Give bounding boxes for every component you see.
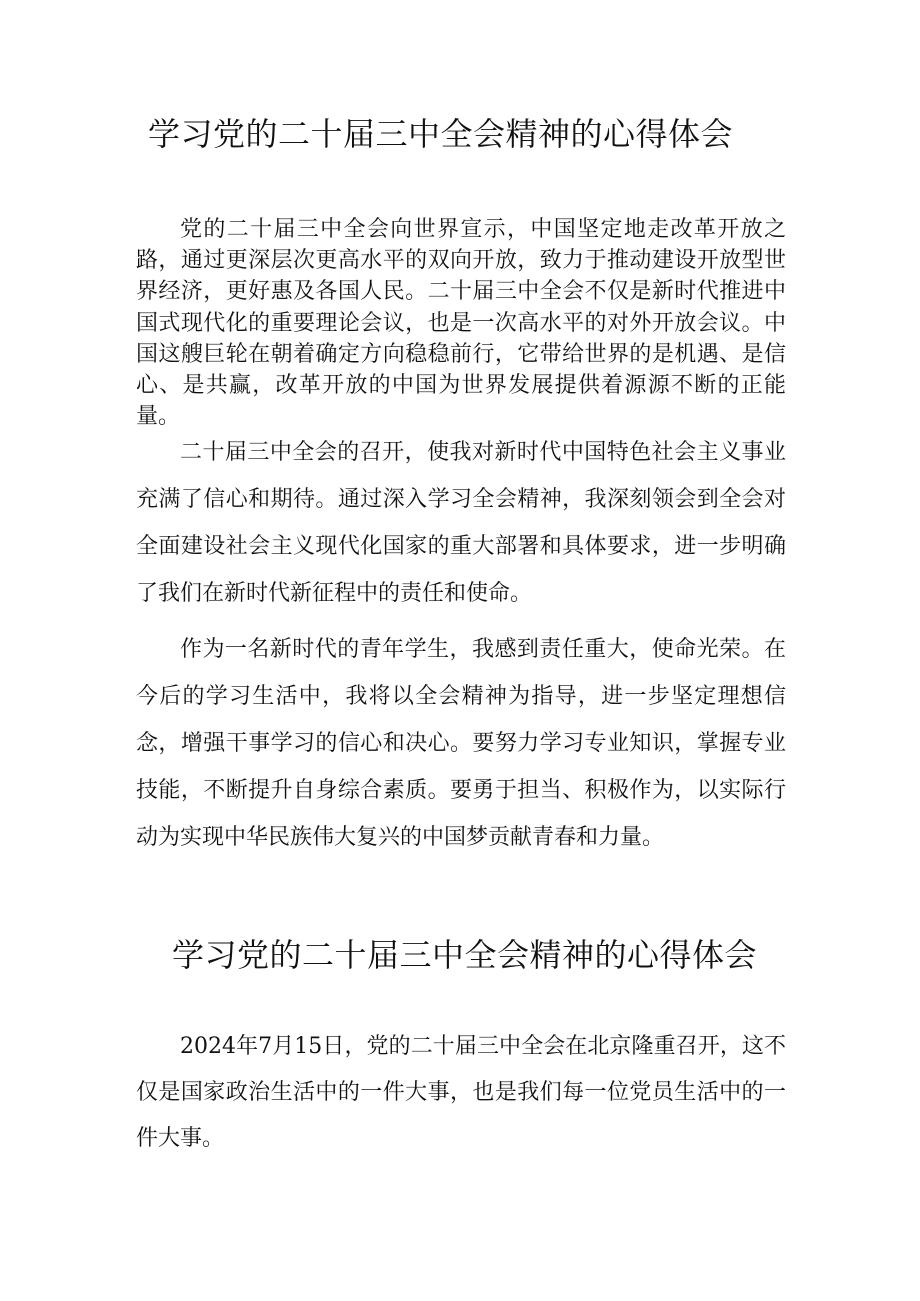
section-2-paragraph-1: 2024年7月15日，党的二十届三中全会在北京隆重召开，这不仅是国家政治生活中的一件大事，也是我们每一位党员生活中的一件大事。 xyxy=(136,1034,786,1151)
section-2-title: 学习党的二十届三中全会精神的心得体会 xyxy=(172,936,758,974)
section-1-title: 学习党的二十届三中全会精神的心得体会 xyxy=(148,115,734,153)
section-1-paragraph-1: 党的二十届三中全会向世界宣示，中国坚定地走改革开放之路，通过更深层次更高水平的双向开放，致力于推动建设开放型世界经济，更好惠及各国人民。二十届三中全会不仅是新时代推进中国式现代化的重要理论会议，也是一次高水平的对外开放会议。中国这艘巨轮在朝着确定方向稳稳前行，它带给世界的是机遇、是信心、是共赢，改革开放的中国为世界发展提供着源源不断的正能量。 xyxy=(136,217,786,430)
section-1-paragraph-2: 二十届三中全会的召开，使我对新时代中国特色社会主义事业充满了信心和期待。通过深入学习全会精神，我深刻领会到全会对全面建设社会主义现代化国家的重大部署和具体要求，进一步明确了我们在新时代新征程中的责任和使命。 xyxy=(136,440,786,606)
section-1-paragraph-3: 作为一名新时代的青年学生，我感到责任重大，使命光荣。在今后的学习生活中，我将以全会精神为指导，进一步坚定理想信念，增强干事学习的信心和决心。要努力学习专业知识，掌握专业技能，不断提升自身综合素质。要勇于担当、积极作为，以实际行动为实现中华民族伟大复兴的中国梦贡献青春和力量。 xyxy=(136,637,786,850)
